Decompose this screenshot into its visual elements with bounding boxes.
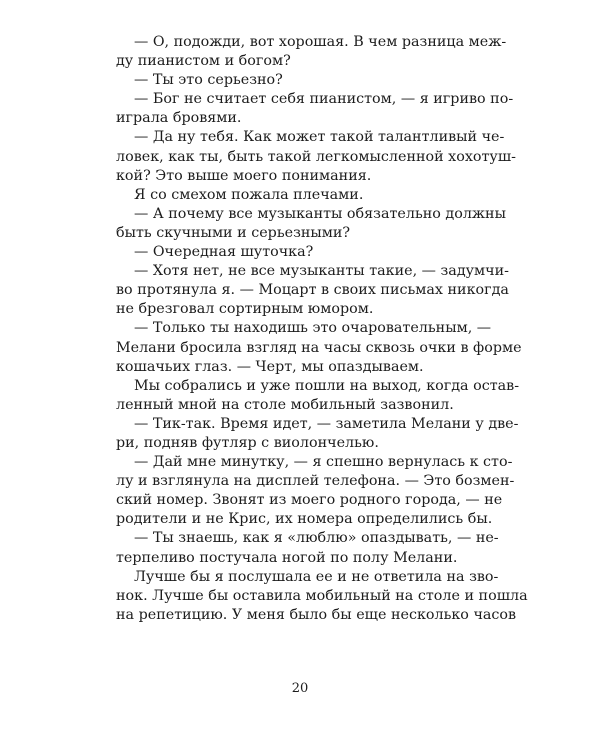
text-line: — А почему все музыканты обязательно должны (134, 205, 506, 222)
text-line: — О, подожди, вот хорошая. В чем разница меж- (134, 34, 507, 50)
text-line: ский номер. Звонят из моего родного города, — не (116, 492, 503, 509)
text-line: Лучше бы я послушала ее и не ответила на зво- (134, 568, 499, 585)
text-line: — Бог не считает себя пианистом, — я игриво по- (134, 91, 514, 108)
text-line: на репетицию. У меня было бы еще несколько часов (116, 606, 517, 623)
text-line: Я со смехом пожала плечами. (134, 186, 364, 203)
text-line: Мелани бросила взгляд на часы сквозь очки в форме (116, 339, 522, 356)
text-line: — Ты это серьезно? (134, 72, 283, 89)
text-line: ду пианистом и богом? (116, 53, 291, 70)
text-line: Мы собрались и уже пошли на выход, когда остав- (134, 377, 520, 394)
text-line: — Тик-так. Время идет, — заметила Мелани у две- (134, 415, 519, 432)
page-text (116, 33, 528, 625)
text-line: — Очередная шуточка? (134, 244, 314, 261)
text-line: быть скучными и серьезными? (116, 224, 351, 241)
text-line: — Только ты находишь это очаровательным, — (134, 320, 492, 337)
text-line: родители и не Крис, их номера определились бы. (116, 511, 493, 528)
text-line: кой? Это выше моего понимания. (116, 167, 372, 184)
text-line: ловек, как ты, быть такой легкомысленной хохотуш- (116, 148, 516, 165)
text-line: лу и взглянула на дисплей телефона. — Это бозмен- (116, 473, 515, 490)
text-line: кошачьих глаз. — Черт, мы опаздываем. (116, 358, 424, 375)
text-line: не брезговал сортирным юмором. (116, 301, 374, 318)
text-line: — Ты знаешь, как я «люблю» опаздывать, — не- (134, 530, 499, 547)
page-number: 20 (291, 681, 309, 696)
text-line: — Да ну тебя. Как может такой талантливый че- (134, 129, 505, 146)
text-line: — Хотя нет, не все музыканты такие, — задумчи- (134, 263, 509, 280)
text-line: ри, подняв футляр с виолончелью. (116, 434, 379, 451)
text-line: терпеливо постучала ногой по полу Мелани. (116, 549, 458, 566)
text-line: играла бровями. (116, 110, 242, 127)
text-line: во протянула я. — Моцарт в своих письмах никогда (116, 282, 509, 299)
text-line: нок. Лучше бы оставила мобильный на столе и пошла (116, 587, 528, 604)
text-line: ленный мной на столе мобильный зазвонил. (116, 396, 454, 413)
text-line: — Дай мне минутку, — я спешно вернулась к сто- (134, 454, 513, 471)
